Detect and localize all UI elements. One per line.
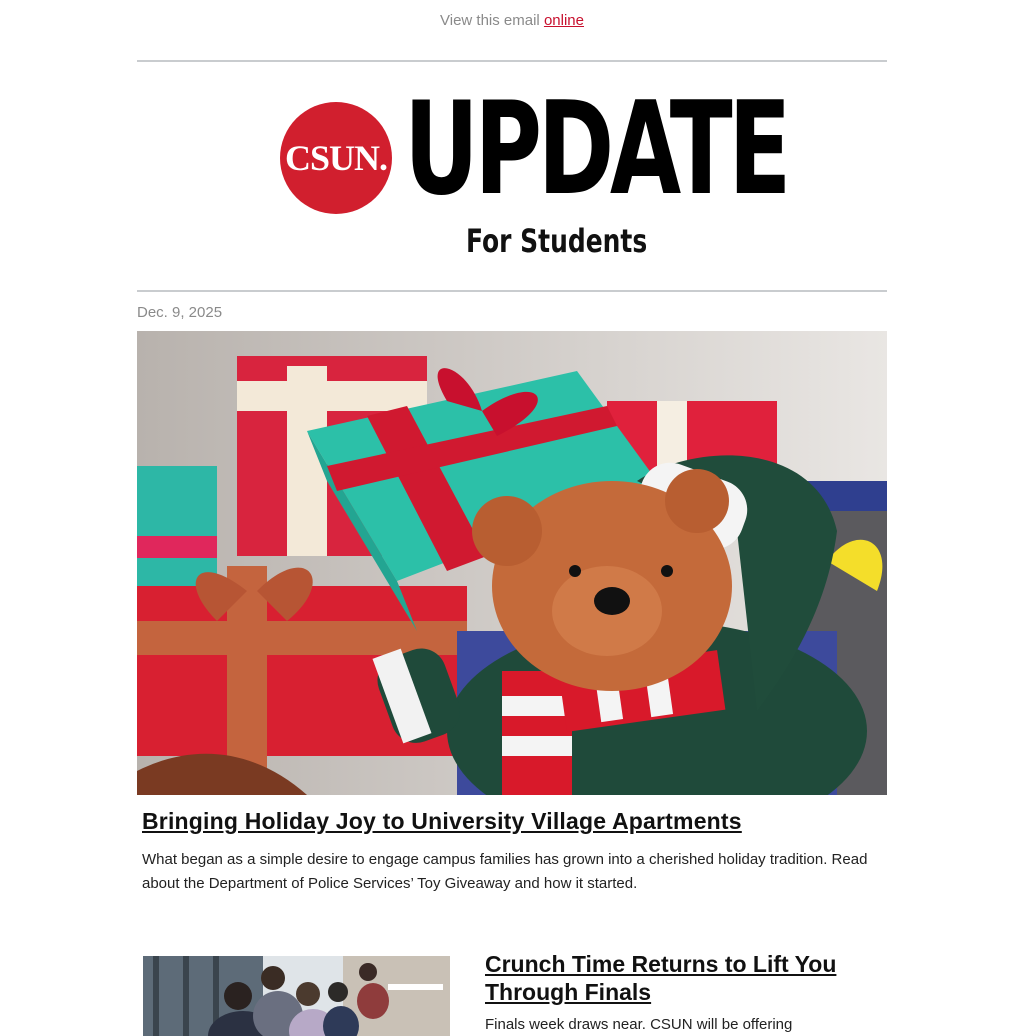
view-online-prefix: View this email bbox=[440, 12, 540, 29]
csun-seal-logo: CSUN. bbox=[280, 102, 392, 214]
issue-date: Dec. 9, 2025 bbox=[137, 304, 223, 321]
masthead-logo[interactable] bbox=[280, 75, 787, 260]
story2-headline-link[interactable]: Crunch Time Returns to Lift You Through Finals bbox=[485, 951, 837, 1005]
view-online-link[interactable]: online bbox=[543, 12, 584, 29]
feature-lede: What began as a simple desire to engage campus families has grown into a cherished holiday tradition. Read about the Department of Police Services’ Toy Giveaway and how it started. bbox=[142, 851, 868, 892]
masthead-divider bbox=[137, 290, 887, 292]
teddy-bear-gifts-photo-icon bbox=[137, 331, 887, 795]
story2-image[interactable] bbox=[143, 956, 450, 1036]
masthead-title: UPDATE bbox=[404, 75, 787, 224]
story2-teaser: Finals week draws near. CSUN will be offering bbox=[485, 1016, 793, 1033]
masthead-subtitle: For Students bbox=[466, 222, 648, 260]
feature-image[interactable] bbox=[137, 331, 887, 795]
students-studying-photo-icon bbox=[143, 956, 450, 1036]
top-divider bbox=[137, 60, 887, 62]
feature-headline-link[interactable]: Bringing Holiday Joy to University Village Apartments bbox=[142, 808, 742, 834]
view-online-bar bbox=[0, 12, 1024, 29]
